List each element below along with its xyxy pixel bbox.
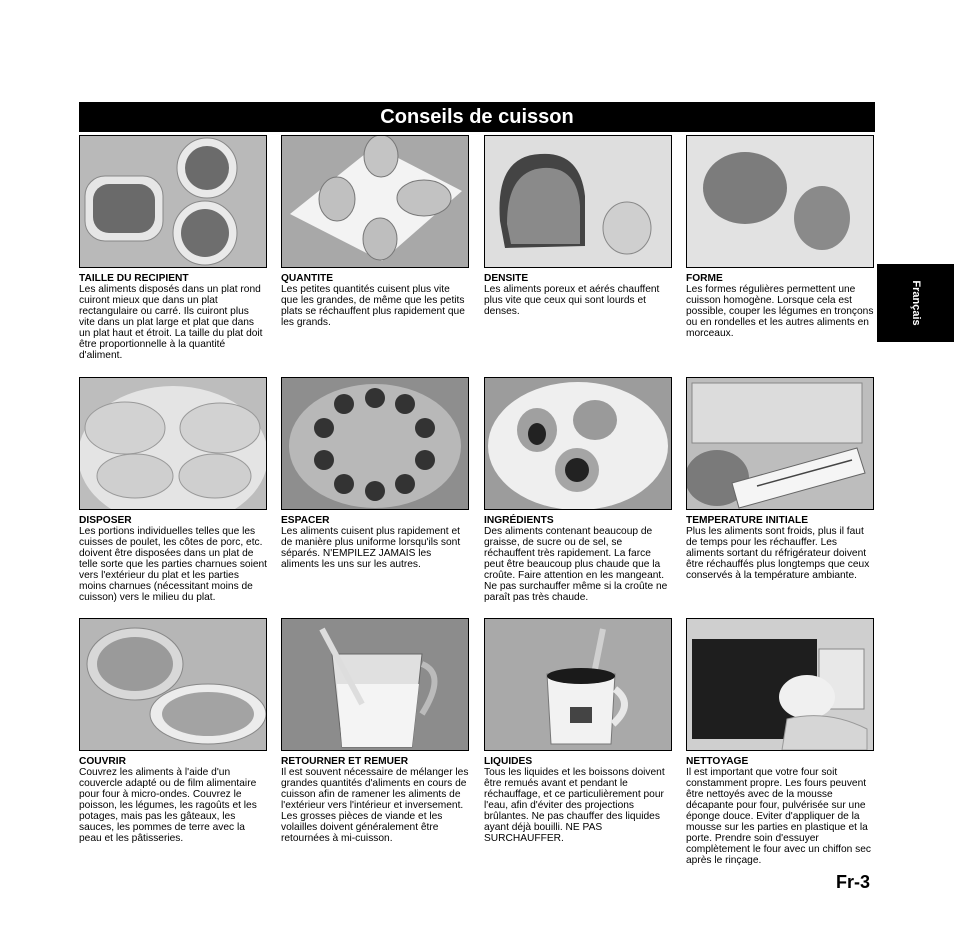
tip-card-spacing [281,377,469,570]
language-tab [877,264,954,342]
tip-card-shape [686,135,874,339]
tip-heading: LIQUIDES [484,756,533,767]
tip-heading: TEMPERATURE INITIALE [686,515,809,526]
tip-text: Il est important que votre four soit constamment propre. Les fours peuvent être nettoyés avec de la mousse décapante pour four, pulvérisée sur une éponge douce. Eviter d'appliquer de la mousse sur les parties en plastique et la porte. Prendre soin d'essuyer complètement le four avec un chiffon sec après le rinçage. [686,767,871,866]
tip-heading: TAILLE DU RECIPIENT [79,273,189,284]
tip-text: Tous les liquides et les boissons doivent être remués avant et pendant le réchauffage, et ce particulièrement pour l'eau, afin d'éviter des projections brûlantes. Ne pas chauffer des liquides ayant déjà bouilli. NE PAS SURCHAUFFER. [484,767,665,844]
tip-text: Les aliments cuisent plus rapidement et de manière plus uniforme lorsqu'ils sont séparés. N'EMPILEZ JAMAIS les aliments les uns sur les autres. [281,526,461,570]
tip-text: Les aliments disposés dans un plat rond cuiront mieux que dans un plat rectangulaire ou carré. Ils cuiront plus vite dans un plat large et plat que dans un plat haut et étroit. La taille du plat doit être proportionnelle à la quantité d'aliment. [79,284,263,361]
tip-card-ingredients [484,377,672,603]
photo-bread-potato [484,135,672,268]
tip-text: Les petites quantités cuisent plus vite que les grandes, de même que les petits plats se réchauffent plus rapidement que les grands. [281,284,465,328]
tip-heading: COUVRIR [79,756,126,767]
photo-thermometer [686,377,874,510]
tip-text: Les portions individuelles telles que les cuisses de poulet, les côtes de porc, etc. doivent être disposées dans un plat de telle sorte que les parties charnues soient vers l'extérieur du plat et les parties moins charnues (nécessitant moins de cuisson) vers le milieu du plat. [79,526,268,603]
photo-potatoes [281,135,469,268]
tip-card-density [484,135,672,317]
tip-card-initial-temperature [686,377,874,581]
tip-text: Il est souvent nécessaire de mélanger les grandes quantités d'aliments en cours de cuisson afin de ramener les aliments de l'extérieur vers l'intérieur et inversement. Les grosses pièces de viande et les volailles doivent généralement être retournées à mi-cuisson. [281,767,469,844]
tip-heading: ESPACER [281,515,330,526]
tip-text: Des aliments contenant beaucoup de graisse, de sucre ou de sel, se réchauffent très rapidement. La farce peut être beaucoup plus chaude que la croûte. Faire attention en les mangeant. Ne pas surchauffer même si la croûte ne paraît pas très chaude. [484,526,668,603]
tip-card-quantity [281,135,469,328]
photo-measuring-cup [281,618,469,751]
tip-text: Couvrez les aliments à l'aide d'un couvercle adapté ou de film alimentaire pour four à micro-ondes. Couvrez le poisson, les légumes, les ragoûts et les potages, mais pas les gâteaux, les sauces, les pommes de terre avec la peau et les pâtisseries. [79,767,257,844]
tip-card-container-size [79,135,267,361]
photo-pies [484,377,672,510]
tip-heading: QUANTITE [281,273,334,284]
tip-text: Les formes régulières permettent une cuisson homogène. Lorsque cela est possible, couper les légumes en tronçons ou en rondelles et les autres aliments en morceaux. [686,284,874,339]
photo-mug [484,618,672,751]
tip-card-turn-and-stir [281,618,469,844]
tip-heading: DENSITE [484,273,529,284]
tip-card-cover [79,618,267,844]
tip-card-cleaning [686,618,874,866]
photo-covered-dishes [79,618,267,751]
tip-text: Plus les aliments sont froids, plus il faut de temps pour les réchauffer. Les aliments sortant du réfrigérateur doivent être réchauffés plus longtemps que ceux conservés à la température ambiante. [686,526,870,581]
photo-shaped-potatoes [686,135,874,268]
tip-heading: FORME [686,273,723,284]
language-tab-label: Français [909,280,922,326]
tip-text: Les aliments poreux et aérés chauffent plus vite que ceux qui sont lourds et denses. [484,284,660,317]
photo-microwave-cleaning [686,618,874,751]
tip-card-arrange [79,377,267,603]
page-number: Fr-3 [836,872,871,892]
photo-meatballs [281,377,469,510]
tip-card-liquids [484,618,672,844]
tip-heading: DISPOSER [79,515,132,526]
photo-chicken-legs [79,377,267,510]
page-title: Conseils de cuisson [79,102,875,132]
tip-heading: INGRÉDIENTS [484,515,554,526]
tip-heading: RETOURNER ET REMUER [281,756,409,767]
photo-dishes [79,135,267,268]
tip-heading: NETTOYAGE [686,756,749,767]
